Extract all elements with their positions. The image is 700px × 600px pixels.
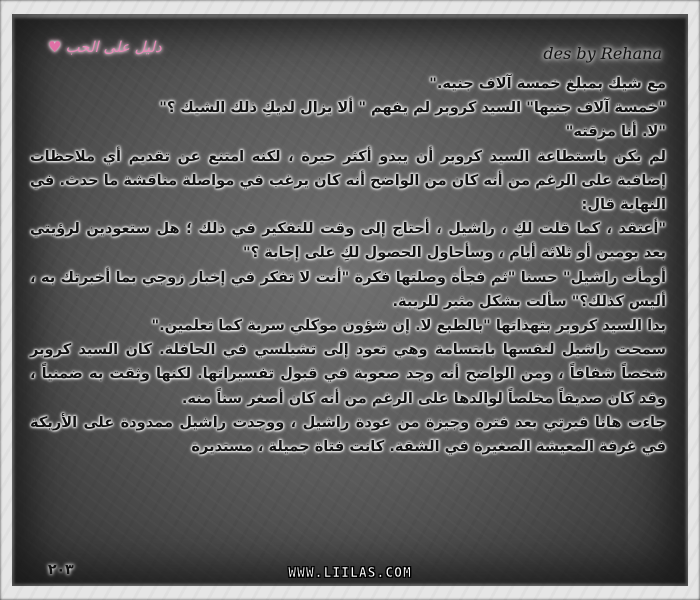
paragraph: لم يكن باستطاعة السيد كروبر أن يبدو أكثر حيرة ، لكنه امتنع عن تقديم أي ملاحظات إضافية على الرغم من أنه كان من الواضح أنه كان يرغب في مواصلة مناقشة ما حدث. في النهاية قال:	[30, 147, 666, 214]
paragraph: "لا. أنا مزقته"	[565, 123, 666, 141]
paragraph: أومأت راشيل" حسنا "ثم فجأة وصلتها فكرة "أنت لا تفكر في إخبار زوجي بما أخبرتك به ، أليس كذلك؟" سألت بشكل مثير للريبة.	[30, 268, 666, 310]
paragraph: مع شيك بمبلغ خمسة آلاف جنيه."	[429, 75, 666, 92]
story-text	[30, 72, 666, 459]
paragraph: بدا السيد كروبر بتهذاتها "بالطبع لا. إن شؤون موكلي سرية كما تعلمين."	[151, 317, 666, 335]
website-watermark: WWW.LIILAS.COM	[288, 566, 412, 581]
credit-left	[48, 38, 162, 56]
credit-left-text: دليل على الحب	[65, 38, 162, 56]
designer-credit: des by Rehana	[543, 44, 662, 63]
paragraph: "خمسة آلاف جنيها" السيد كروبر لم يفهم " ألا يزال لديكِ ذلك الشيك ؟"	[159, 99, 666, 117]
heart-icon: ♥	[48, 38, 62, 56]
paragraph: سمحت راشيل لنفسها بابتسامة وهي تعود إلى تشيلسي في الحافلة. كان السيد كروبر شخصاً شفافاً ، ومن الواضح أنه وجد صعوبة في قبول تفسيراتها. لكنها وثقت به ضمنياً ، وقد كان صديقاً مخلصاً لوالدها على الرغم من أنه كان أصغر سناً منه.	[30, 341, 666, 407]
paragraph: جاءت هانا فيرتي بعد فترة وجيزة من عودة راشيل ، ووجدت راشيل ممدودة على الأريكة في غرفة المعيشة الصغيرة في الشقة. كانت فتاة جميلة ، مستديرة	[30, 413, 666, 456]
page-number: ٢٠٣	[48, 562, 74, 578]
paragraph: "أعتقد ، كما قلت لكِ ، راشيل ، أحتاج إلى وقت للتفكير في ذلك ؛ هل ستعودين لرؤيتي بعد يومين أو ثلاثة أيام ، وسأحاول الحصول لكِ على إجابة ؟"	[30, 220, 666, 262]
